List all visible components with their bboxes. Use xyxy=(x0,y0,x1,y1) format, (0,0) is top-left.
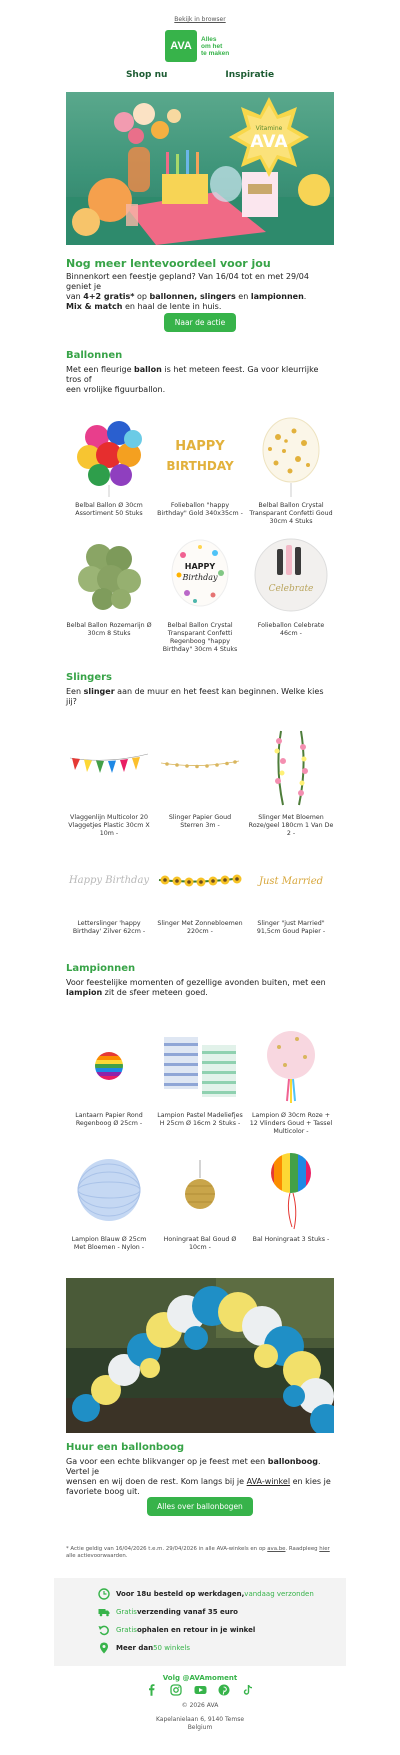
hero-banner[interactable] xyxy=(66,92,334,245)
conditions-link[interactable]: hier xyxy=(319,1546,330,1552)
product-name: Lampion Ø 30cm Roze + 12 Vlinders Goud + Tassel Multicolor - xyxy=(249,1112,333,1135)
product-card[interactable] xyxy=(66,842,152,936)
product-card[interactable] xyxy=(66,412,152,518)
product-card[interactable] xyxy=(248,1022,334,1136)
svg-text:BIRTHDAY: BIRTHDAY xyxy=(166,459,234,473)
facebook-icon[interactable] xyxy=(145,1683,159,1697)
product-name: Slinger "just Married" 91,5cm Goud Papier - xyxy=(256,920,326,935)
product-card[interactable] xyxy=(248,532,334,638)
product-card[interactable] xyxy=(157,1146,243,1252)
svg-text:Birthday: Birthday xyxy=(182,573,218,582)
product-card[interactable] xyxy=(157,724,243,830)
product-image xyxy=(157,724,243,812)
lanterns-title: Lampionnen xyxy=(66,963,136,974)
product-image xyxy=(248,842,334,918)
product-card[interactable] xyxy=(248,724,334,838)
usp-item: Meer dan 50 winkels xyxy=(98,1642,190,1654)
product-card[interactable] xyxy=(66,532,152,638)
balloon-arch-photo[interactable] xyxy=(66,1278,334,1433)
product-image xyxy=(66,412,152,500)
pinterest-icon[interactable] xyxy=(217,1683,231,1697)
product-card[interactable] xyxy=(157,1022,243,1128)
intro-text: Binnenkort een feestje gepland? Van 16/04 tot en met 29/04 geniet je van 4+2 gratis* op ballonnen, slingers en lampionnen. Mix & match en haal de lente in huis. xyxy=(66,272,309,311)
product-card[interactable] xyxy=(157,412,243,518)
clock-icon xyxy=(98,1588,110,1600)
location-pin-icon xyxy=(98,1642,110,1654)
main-nav xyxy=(0,70,400,80)
product-image xyxy=(248,412,334,500)
ava-logo[interactable] xyxy=(165,30,229,62)
usp-item: Gratis verzending vanaf 35 euro xyxy=(98,1606,238,1618)
product-image xyxy=(248,532,334,620)
ava-store-link[interactable]: AVA-winkel xyxy=(246,1477,291,1486)
product-name: Letterslinger 'happy Birthday' Zilver 62cm - xyxy=(72,920,146,935)
product-image xyxy=(157,842,243,918)
product-image xyxy=(66,724,152,812)
hero-badge-small: Vitamine xyxy=(255,125,283,132)
usp-item: Voor 18u besteld op werkdagen, vandaag verzonden xyxy=(98,1588,314,1600)
product-card[interactable] xyxy=(157,842,243,936)
view-in-browser-link[interactable]: Bekijk in browser xyxy=(174,16,226,23)
product-name: Lantaarn Papier Rond Regenboog Ø 25cm - xyxy=(75,1112,143,1127)
product-name: Folieballon Celebrate 46cm - xyxy=(257,622,325,637)
all-about-arches-button[interactable]: Alles over ballonbogen xyxy=(147,1497,253,1516)
tiktok-icon[interactable] xyxy=(241,1683,255,1697)
truck-icon xyxy=(98,1606,110,1618)
product-name: Lampion Blauw Ø 25cm Met Bloemen - Nylon - xyxy=(71,1236,147,1251)
usp-block xyxy=(54,1578,346,1666)
hero-illustration xyxy=(66,92,334,245)
product-name: Slinger Met Bloemen Roze/geel 180cm 1 Van De 2 - xyxy=(248,814,334,837)
balloons-title: Ballonnen xyxy=(66,350,123,361)
product-name: Bal Honingraat 3 Stuks - xyxy=(252,1236,330,1243)
promo-footnote: * Actie geldig van 16/04/2026 t.e.m. 29/04/2026 in alle AVA-winkels en op ava.be. Raadpleeg hier alle actievoorwaarden. xyxy=(66,1546,330,1559)
svg-text:Just Married: Just Married xyxy=(258,876,324,887)
product-image xyxy=(66,1146,152,1234)
product-image xyxy=(248,724,334,812)
lanterns-text: Voor feestelijke momenten of gezellige avonden buiten, met een lampion zit de sfeer meteen goed. xyxy=(66,978,326,997)
product-name: Honingraat Bal Goud Ø 10cm - xyxy=(163,1236,237,1251)
product-image xyxy=(66,1022,152,1110)
product-name: Belbal Ballon Ø 30cm Assortiment 50 Stuks xyxy=(75,502,143,517)
product-card[interactable] xyxy=(248,412,334,526)
social-links xyxy=(0,1683,400,1697)
product-image xyxy=(157,532,243,620)
address: Kapelanielaan 6, 9140 Temse Belgium xyxy=(155,1716,245,1731)
product-card[interactable] xyxy=(248,842,334,936)
product-image xyxy=(66,842,152,918)
product-image xyxy=(248,1022,334,1110)
cta-to-promo-button[interactable]: Naar de actie xyxy=(164,313,236,332)
usp-item: Gratis ophalen en retour in je winkel xyxy=(98,1624,255,1636)
arch-text: Ga voor een echte blikvanger op je feest met een ballonboog. Vertel je wensen en wij doen de rest. Kom langs bij je AVA-winkel en kies je favoriete boog uit. xyxy=(66,1457,331,1496)
garlands-title: Slingers xyxy=(66,672,113,683)
product-image xyxy=(157,412,243,500)
copyright: © 2026 AVA xyxy=(181,1702,219,1709)
youtube-icon[interactable] xyxy=(193,1683,207,1697)
product-image xyxy=(248,1146,334,1234)
hero-badge-big: AVA xyxy=(250,132,288,152)
nav-inspiratie[interactable]: Inspiratie xyxy=(225,70,275,80)
svg-text:Happy Birthday: Happy Birthday xyxy=(68,875,150,886)
product-name: Belbal Ballon Crystal Transparant Confetti Regenboog "happy Birthday" 30cm 4 Stuks xyxy=(162,622,238,653)
instagram-icon[interactable] xyxy=(169,1683,183,1697)
product-card[interactable] xyxy=(66,724,152,838)
logo-tagline: Alles om het te maken xyxy=(201,35,230,57)
product-name: Vlaggenlijn Multicolor 20 Vlaggetjes Plastic 30cm X 10m - xyxy=(68,814,150,837)
nav-shop-now[interactable]: Shop nu xyxy=(125,70,168,80)
return-icon xyxy=(98,1624,110,1636)
follow-us-label[interactable]: Volg @AVAmoment xyxy=(162,1674,238,1682)
product-name: Slinger Papier Goud Sterren 3m - xyxy=(168,814,232,829)
balloons-text: Met een fleurige ballon is het meteen feest. Ga voor kleurrijke tros of een vrolijke figuurballon. xyxy=(66,365,319,394)
product-image xyxy=(157,1146,243,1234)
intro-title: Nog meer lentevoordeel voor jou xyxy=(66,257,271,270)
product-card[interactable] xyxy=(66,1022,152,1128)
arch-title: Huur een ballonboog xyxy=(66,1442,184,1453)
logo-mark: AVA xyxy=(165,30,197,62)
product-card[interactable] xyxy=(248,1146,334,1244)
product-name: Belbal Ballon Rozemarijn Ø 30cm 8 Stuks xyxy=(66,622,152,637)
svg-text:HAPPY: HAPPY xyxy=(184,562,216,571)
product-image xyxy=(157,1022,243,1110)
product-image xyxy=(66,532,152,620)
product-name: Slinger Met Zonnebloemen 220cm - xyxy=(157,920,243,935)
product-card[interactable] xyxy=(66,1146,152,1252)
product-name: Folieballon "happy Birthday" Gold 340x35cm - xyxy=(157,502,243,517)
svg-text:HAPPY: HAPPY xyxy=(175,439,225,454)
garlands-text: Een slinger aan de muur en het feest kan beginnen. Welke kies jij? xyxy=(66,687,324,706)
svg-text:Celebrate: Celebrate xyxy=(268,584,314,594)
product-name: Lampion Pastel Madeliefjes H 25cm Ø 16cm 2 Stuks - xyxy=(157,1112,243,1127)
product-card[interactable] xyxy=(157,532,243,654)
ava-be-link[interactable]: ava.be xyxy=(267,1546,286,1552)
product-name: Belbal Ballon Crystal Transparant Confetti Goud 30cm 4 Stuks xyxy=(249,502,333,525)
